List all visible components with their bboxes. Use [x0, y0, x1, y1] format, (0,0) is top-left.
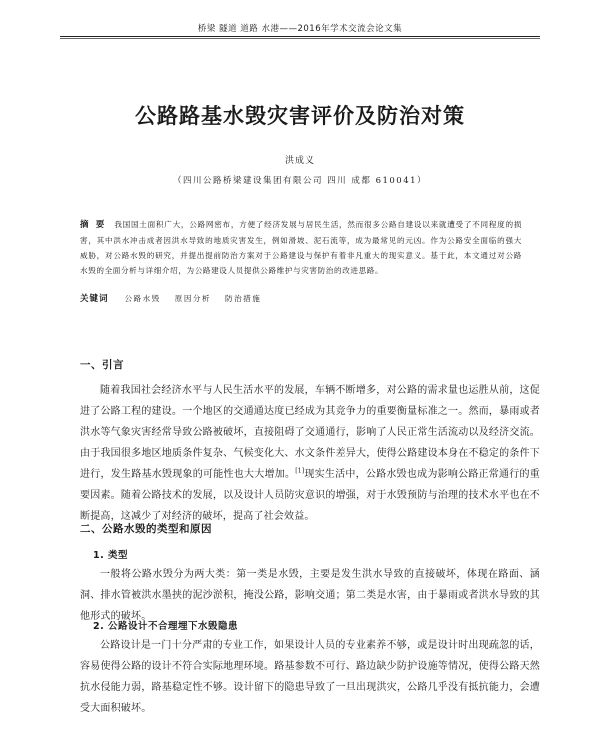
section-heading-introduction: 一、引言: [80, 359, 124, 371]
subsection-heading-types: 1. 类型: [93, 550, 129, 561]
abstract-label: 摘 要: [80, 220, 107, 230]
running-header: 桥梁 隧道 道路 水港——2016年学术交流会论文集: [197, 24, 403, 34]
author-name: 洪成义: [284, 156, 315, 166]
header-rule: [60, 36, 540, 37]
citation-ref: [1]: [295, 467, 305, 475]
abstract-text: 我国国土面积广大，公路网密布，方便了经济发展与居民生活，然而很多公路自建设以来就遭受了不同程度的损害，其中洪水冲击成者因洪水导致的地质灾害发生，例如滑坡、泥石流等，成为最常见的元凶。作为公路安全面临的强大威胁，对公路水毁的研究，并提出提前防治方案对于公路建设与保护有着非凡重大的现实意义。基于此，本文通过对公路水毁的全面分析与详细介绍，为公路建设人员提供公路维护与灾害防治的改进思路。: [80, 220, 522, 275]
keywords: [80, 292, 522, 304]
header-rule-thin: [60, 38, 540, 39]
paper-title: 公路路基水毁灾害评价及防治对策: [135, 104, 465, 128]
section-heading-types-causes: 二、公路水毁的类型和原因: [80, 523, 212, 535]
types-paragraph: 一般将公路水毁分为两大类：第一类是水毁，主要是发生洪水导致的直接破坏，体现在路面、涵洞、排水管被洪水墨挟的泥沙淤积，掩没公路，影响交通；第二类是水害，由于暴雨或者洪水导致的其他形式的破坏。: [80, 569, 540, 622]
intro-text-tail: 现实生活中，公路水毁也成为影响公路正常通行的重要因素。随着公路技术的发展，以及设计人员防灾意识的增强，对于水毁预防与治理的技术水平也在不断提高，这减少了对经济的破坏，提高了社会效益。: [80, 469, 540, 522]
keyword-item: 公路水毁: [124, 294, 161, 303]
keyword-item: 原因分析: [174, 294, 212, 303]
abstract: [80, 217, 522, 278]
subsection-heading-design: 2. 公路设计不合理埋下水毁隐患: [93, 621, 239, 632]
intro-text: 随着我国社会经济水平与人民生活水平的发展，车辆不断增多，对公路的需求量也运胜从前，这促进了公路工程的建设。一个地区的交通通达度已经成为其竞争力的重要衡量标准之一。然而，暴雨或者洪水等气象灾害经常导致公路被破坏，直接阻碍了交通通行，影响了人民正常生活流动以及经济交流。由于我国很多地区地质条件复杂、气候变化大、水文条件差异大，使得公路建设本身在不稳定的条件下进行，发生路基水毁现象的可能性也大大增加。: [80, 385, 540, 480]
design-paragraph: 公路设计是一门十分严肃的专业工作，如果设计人员的专业素养不够，或是设计时出现疏忽的话，容易使得公路的设计不符合实际地理环境。路基参数不可行、路边缺少防护设施等情况，使得公路天然抗水侵能力弱，路基稳定性不够。设计留下的隐患导致了一旦出现洪灾，公路几乎没有抵抗能力，会遭受大面积破坏。: [80, 640, 540, 714]
introduction-paragraph: [80, 380, 540, 527]
author-affiliation: （四川公路桥梁建设集团有限公司 四川 成都 610041）: [172, 176, 428, 186]
keyword-item: 防治措施: [225, 294, 262, 303]
keywords-label: 关键词: [80, 294, 109, 304]
